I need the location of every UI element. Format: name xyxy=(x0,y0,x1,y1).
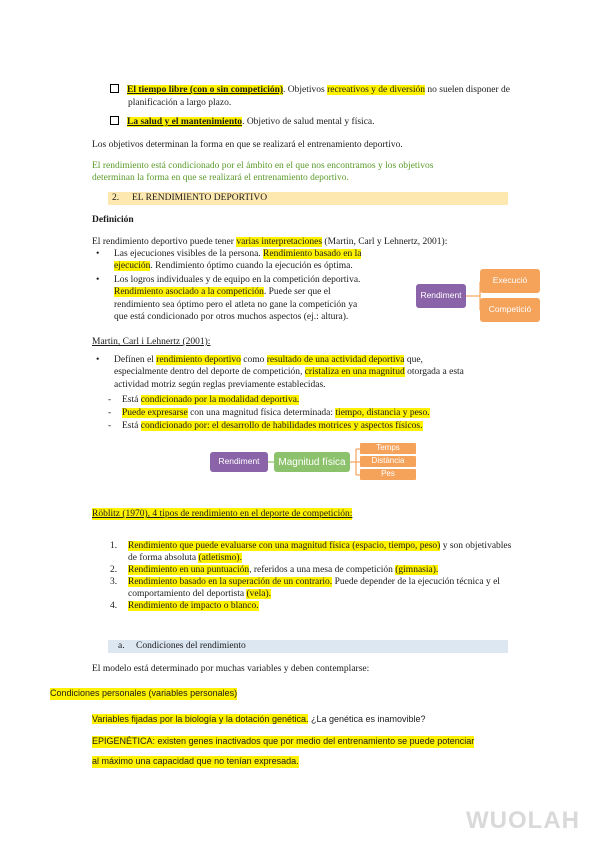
diagram-node-rendiment: Rendiment xyxy=(416,284,466,308)
diagram2-node-distancia: Distància xyxy=(360,456,416,467)
martin-dash-3: - Está condicionado por: el desarrollo de habilidades motrices y aspectos físicos. xyxy=(108,421,423,431)
checkbox-icon xyxy=(110,84,119,93)
personales-line-1: Variables fijadas por la biología y la dotación genética. ¿La genética es inamovible? xyxy=(92,714,426,724)
bullet-icon: • xyxy=(96,249,100,259)
paragraph-modelo: El modelo está determinado por muchas variables y deben contemplarse: xyxy=(92,664,370,674)
roblitz-item-2: 2. Rendimiento en una puntuación, referidos a una mesa de competición (gimnasia). xyxy=(110,565,439,575)
roblitz-item-1: 1. Rendimiento que puede evaluarse con una magnitud física (espacio, tiempo, peso) y son objetivables de forma absoluta (atletismo). xyxy=(110,541,512,564)
heading-definicion: Definición xyxy=(92,215,134,225)
roblitz-item-4: 4. Rendimiento de impacto o blanco. xyxy=(110,601,259,611)
martin-bullet: • Defínen el rendimiento deportivo como resultado de una actividad deportiva que, especialmente dentro del deporte de competición, cristaliza en una magnitud otorgada a esta actividad motriz según reglas previamente establecidas. xyxy=(96,355,464,390)
green-note-line1: El rendimiento está condicionado por el ámbito en el que nos encontramos y los objetivos xyxy=(92,161,434,171)
section-heading-title: EL RENDIMIENTO DEPORTIVO xyxy=(132,193,268,203)
diagram-node-execucio: Execució xyxy=(480,269,540,293)
checkbox-icon xyxy=(110,116,119,125)
roblitz-item-3: 3. Rendimiento basado en la superación de un contrario. Puede depender de la ejecución técnica y el comportamiento del deportista (vela). xyxy=(110,577,500,600)
heading-martin: Martin, Carl i Lehnertz (2001): xyxy=(92,337,211,347)
goal-item-line2: planificación a largo plazo. xyxy=(128,98,232,108)
goal-item-salud: La salud y el mantenimiento. Objetivo de salud mental y física. xyxy=(110,116,375,128)
subsection-heading-title: Condiciones del rendimiento xyxy=(136,641,246,651)
diagram2-node-pes: Pes xyxy=(360,469,416,480)
martin-dash-1: - Está condicionado por la modalidad deportiva. xyxy=(108,395,300,405)
heading-roblitz: Röblitz (1970), 4 tipos de rendimiento en el deporte de competición: xyxy=(92,509,353,519)
martin-dash-2: - Puede expresarse con una magnitud física determinada: tiempo, distancia y peso. xyxy=(108,408,430,418)
diagram2-node-magnitud: Magnitud física xyxy=(274,452,350,472)
bullet-icon: • xyxy=(96,355,100,365)
bullet-icon: • xyxy=(96,275,100,285)
green-note-line2: determinan la forma en que se realizará el entrenamiento deportivo. xyxy=(92,173,349,183)
goal-item-tiempo-libre: El tiempo libre (con o sin competición). Objetivos recreativos y de diversión no suelen disponer de xyxy=(110,84,560,96)
section-heading-bar: 2. EL RENDIMIENTO DEPORTIVO xyxy=(108,192,508,205)
watermark-logo: WUOLAH xyxy=(466,807,580,834)
definicion-bullet-2: • Los logros individuales y de equipo en la competición deportiva. Rendimiento asociado a la competición. Puede ser que el rendimiento sea óptimo pero el atleta no gane la competición ya que está condicionado por otros muchos aspectos (ej.: altura). xyxy=(96,275,361,323)
diagram-node-competicio: Competició xyxy=(480,298,540,322)
personales-line-3: al máximo una capacidad que no tenían expresada. xyxy=(92,756,299,766)
diagram2-node-temps: Temps xyxy=(360,443,416,454)
definicion-intro: El rendimiento deportivo puede tener varias interpretaciones (Martin, Carl y Lehnertz, 2001): xyxy=(92,237,448,247)
subsection-heading-bar: a. Condiciones del rendimiento xyxy=(108,640,508,653)
definicion-bullet-1: • Las ejecuciones visibles de la persona. Rendimiento basado en la ejecución. Rendimiento óptimo cuando la ejecución es óptima. xyxy=(96,249,362,272)
personales-line-2: EPIGENÉTICA: existen genes inactivados que por medio del entrenamiento se puede potenciar xyxy=(92,736,475,746)
diagram2-node-rendiment: Rendiment xyxy=(210,452,268,472)
paragraph-objetivos: Los objetivos determinan la forma en que se realizará el entrenamiento deportivo. xyxy=(92,140,403,150)
heading-condiciones-personales: Condiciones personales (variables personales) xyxy=(50,688,238,698)
